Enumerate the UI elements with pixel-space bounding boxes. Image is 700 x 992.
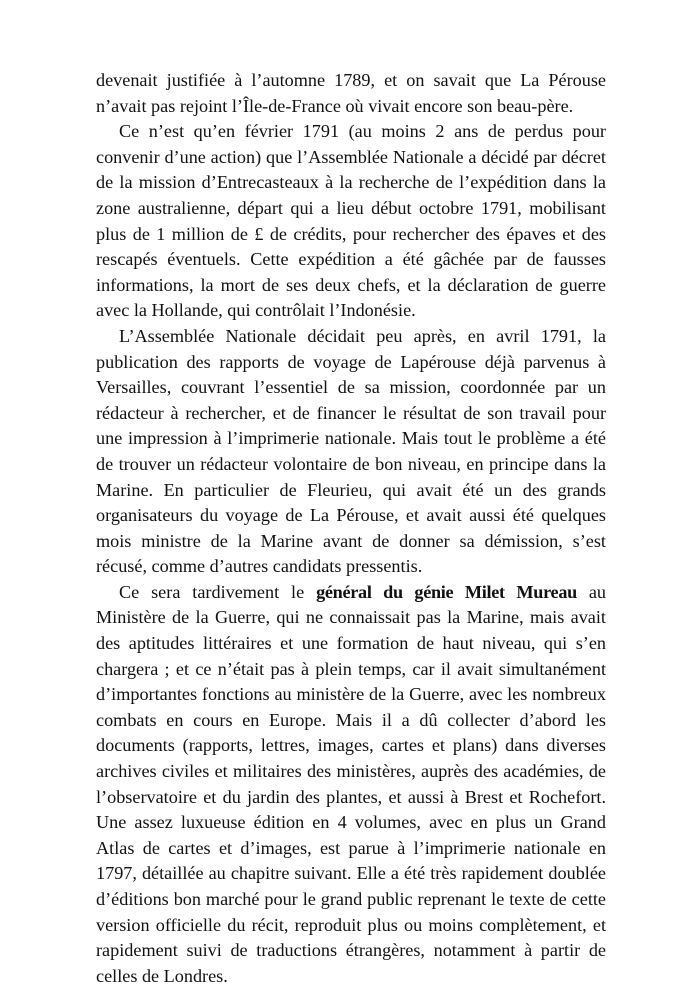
paragraph-2: Ce n’est qu’en février 1791 (au moins 2 ans de perdus pour convenir d’une action) que l’Assemblée Nationale a décidé par décret de la mission d’Entrecasteaux à la recherche de l’expédition dans la zone australienne, départ qui a lieu début octobre 1791, mobilisant plus de 1 million de £ de crédits, pour rechercher des épaves et des rescapés éventuels. Cette expédition a été gâchée par de fausses informations, la mort de ses deux chefs, et la déclaration de guerre avec la Hollande, qui contrôlait l’Indonésie. xyxy=(96,121,606,321)
paragraph-4-lead: Ce sera tardivement le xyxy=(119,581,317,602)
highlighted-name: général du génie Milet Mureau xyxy=(316,581,577,602)
paragraph-1: devenait justifiée à l’automne 1789, et on savait que La Pérouse n’avait pas rejoint l’Île-de-France où vivait encore son beau-père. xyxy=(96,70,606,116)
paragraph-3: L’Assemblée Nationale décidait peu après, en avril 1791, la publication des rapports de voyage de Lapérouse déjà parvenus à Versailles, couvrant l’essentiel de sa mission, coordonnée par un rédacteur à rechercher, et de financer le résultat de son travail pour une impression à l’imprimerie nationale. Mais tout le problème a été de trouver un rédacteur volontaire de bon niveau, en principe dans la Marine. En particulier de Fleurieu, qui avait été un des grands organisateurs du voyage de La Pérouse, et avait aussi été quelques mois ministre de la Marine avant de donner sa démission, s’est récusé, comme d’autres candidats pressentis. xyxy=(96,325,606,577)
paragraph-4-rest: au Ministère de la Guerre, qui ne connaissait pas la Marine, mais avait des aptitudes littéraires et une formation de haut niveau, qui s’en chargera ; et ce n’était pas à plein temps, car il avait simultanément d’importantes fonctions au ministère de la Guerre, avec les nombreux combats en cours en Europe. Mais il a dû collecter d’abord les documents (rapports, lettres, images, cartes et plans) dans diverses archives civiles et militaires des ministères, auprès des académies, de l’observatoire et du jardin des plantes, et aussi à Brest et Rochefort. Une assez luxueuse édition en 4 volumes, avec en plus un Grand Atlas de cartes et d’images, est parue à l’imprimerie nationale en 1797, détaillée au chapitre suivant. Elle a été très rapidement doublée d’éditions bon marché pour le grand public reprenant le texte de cette version officielle du récit, reproduit plus ou moins complètement, et rapidement suivi de traductions étrangères, notamment à partir de celles de Londres. xyxy=(96,581,607,986)
body-text xyxy=(96,68,606,989)
paragraph-4 xyxy=(96,580,606,990)
